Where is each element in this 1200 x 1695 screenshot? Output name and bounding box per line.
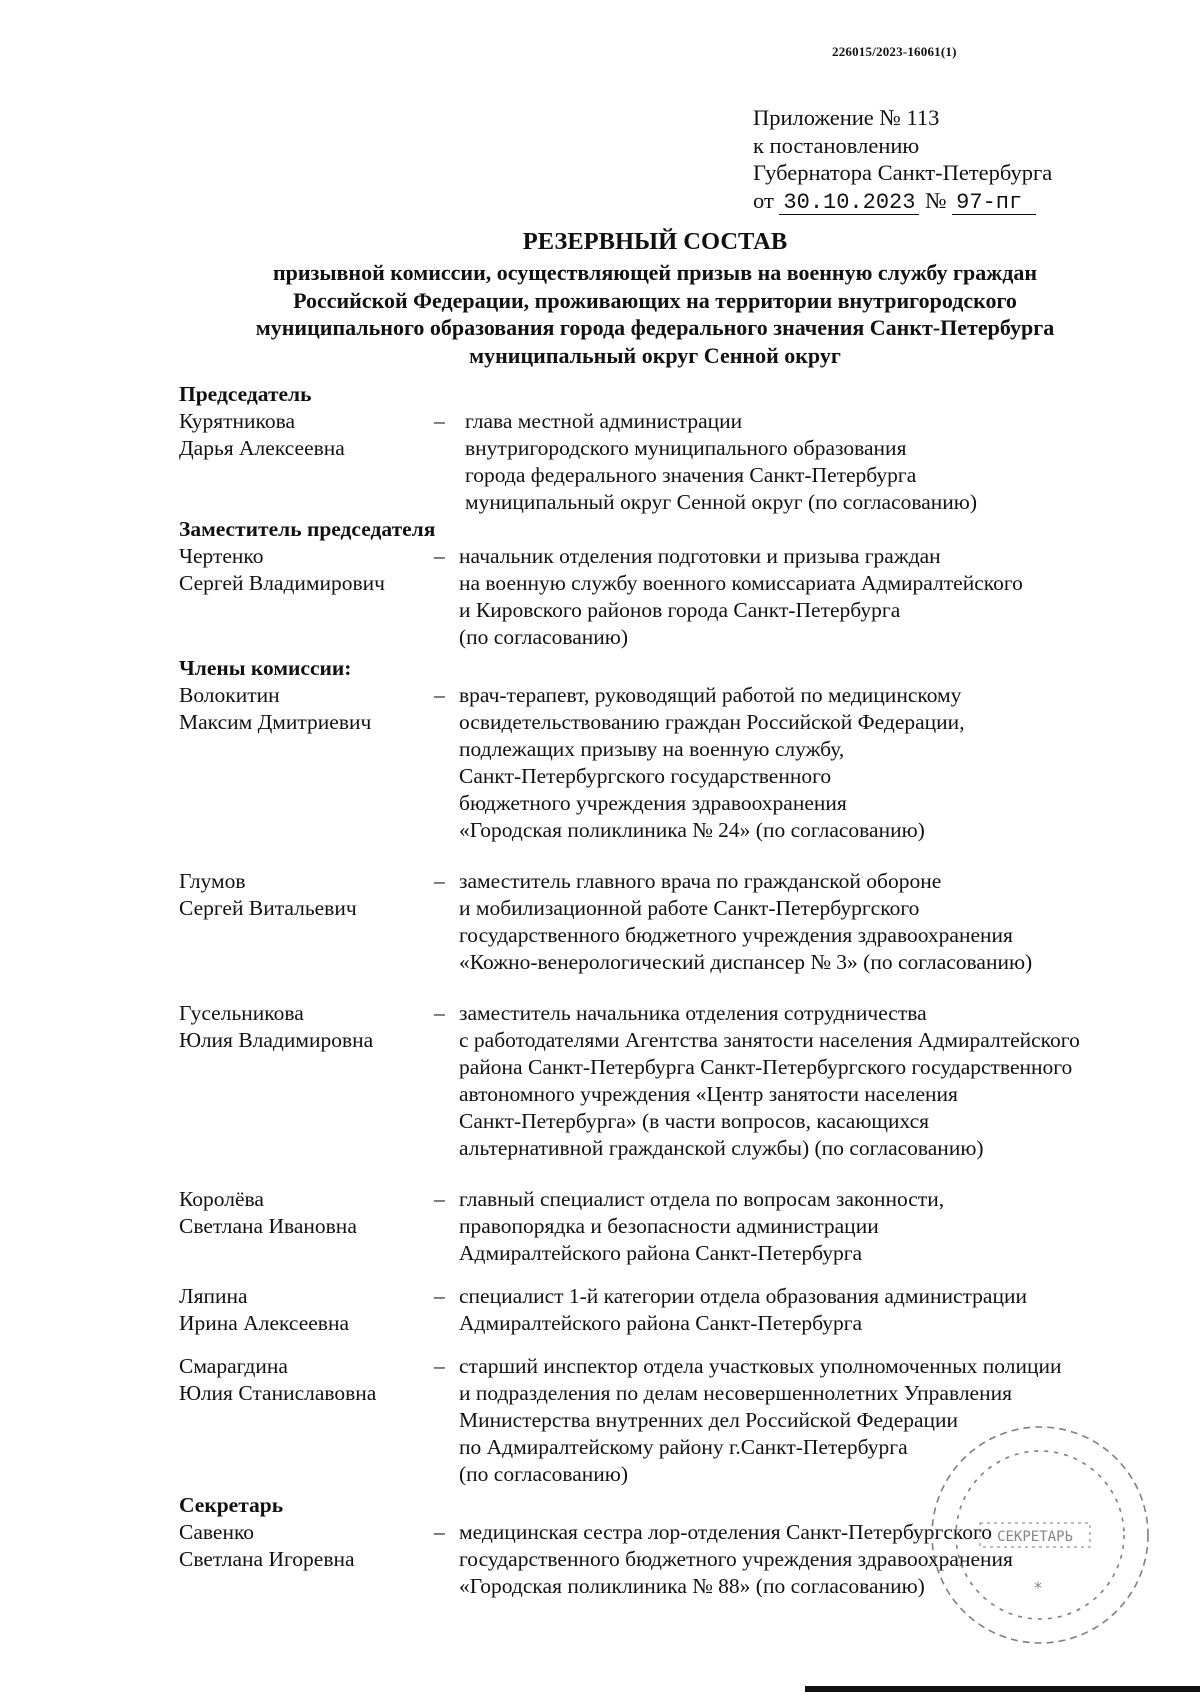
position-line: «Городская поликлиника № 88» (по согласованию) — [459, 1574, 925, 1598]
from-label: от — [753, 187, 774, 213]
given-names: Юлия Станиславовна — [179, 1381, 377, 1405]
member-name — [179, 543, 434, 651]
member-entry-koroleva — [179, 1186, 1179, 1267]
member-position — [459, 408, 1179, 516]
position-line: медицинская сестра лор-отделения Санкт-Петербургского — [459, 1520, 993, 1544]
position-line: с работодателями Агентства занятости населения Адмиралтейского — [459, 1028, 1080, 1052]
given-names: Сергей Владимирович — [179, 571, 385, 595]
member-entry-lyapina — [179, 1283, 1179, 1337]
stamp-text: СЕКРЕТАРЬ — [997, 1529, 1073, 1545]
decree-date: 30.10.2023 — [779, 192, 919, 215]
position-line: начальник отделения подготовки и призыва граждан — [459, 544, 941, 568]
position-line: главный специалист отдела по вопросам законности, — [459, 1187, 945, 1211]
given-names: Светлана Игоревна — [179, 1547, 355, 1571]
member-position — [459, 1186, 1179, 1267]
stamp-star-icon: * — [1034, 1578, 1042, 1597]
surname: Смарагдина — [179, 1354, 288, 1378]
member-name — [179, 1000, 434, 1162]
member-position — [459, 1283, 1179, 1337]
appendix-header — [753, 104, 1052, 215]
surname: Волокитин — [179, 683, 280, 707]
document-registration-number: 226015/2023-16061(1) — [832, 44, 957, 59]
dash: – — [434, 409, 445, 433]
position-line: Адмиралтейского района Санкт-Петербурга — [459, 1241, 863, 1265]
subtitle-line: призывной комиссии, осуществляющей призыв на военную службу граждан — [272, 260, 1038, 285]
position-line: специалист 1-й категории отдела образования администрации — [459, 1284, 1027, 1308]
dash: – — [434, 683, 445, 707]
dash: – — [434, 1001, 445, 1025]
appendix-reference: к постановлению — [753, 132, 920, 158]
member-name — [179, 408, 434, 516]
position-line: на военную службу военного комиссариата Адмиралтейского — [459, 571, 1023, 595]
appendix-number: Приложение № 113 — [753, 105, 940, 130]
member-position — [459, 682, 1179, 844]
given-names: Дарья Алексеевна — [179, 436, 345, 460]
surname: Чертенко — [179, 544, 264, 568]
given-names: Ирина Алексеевна — [179, 1311, 350, 1335]
member-name — [179, 1283, 434, 1337]
chair-entry — [179, 408, 1179, 516]
position-line: бюджетного учреждения здравоохранения — [459, 791, 847, 815]
given-names: Сергей Витальевич — [179, 896, 357, 920]
member-name — [179, 1186, 434, 1267]
position-line: государственного бюджетного учреждения здравоохранения — [459, 923, 1013, 947]
position-line: освидетельствованию граждан Российской Федерации, — [459, 710, 965, 734]
position-line: «Городская поликлиника № 24» (по согласованию) — [459, 818, 925, 842]
surname: Глумов — [179, 869, 246, 893]
document-subtitle — [200, 259, 1110, 369]
position-line: старший инспектор отдела участковых уполномоченных полиции — [459, 1354, 1062, 1378]
dash: – — [434, 869, 445, 893]
member-position — [459, 868, 1179, 976]
position-line: города федерального значения Санкт-Петербурга — [465, 463, 917, 487]
member-entry-glumov — [179, 868, 1179, 976]
member-name — [179, 1353, 434, 1488]
position-line: правопорядка и безопасности администрации — [459, 1214, 879, 1238]
position-line: муниципальный округ Сенной округ (по согласованию) — [465, 490, 978, 514]
member-position — [459, 1000, 1179, 1162]
member-name — [179, 868, 434, 976]
deputy-role: Заместитель председателя — [179, 517, 436, 541]
surname: Гусельникова — [179, 1001, 304, 1025]
position-line: (по согласованию) — [459, 1462, 629, 1486]
official-seal-stamp — [910, 1415, 1170, 1645]
member-name — [179, 682, 434, 844]
secretary-role: Секретарь — [179, 1493, 284, 1517]
position-line: района Санкт-Петербурга Санкт-Петербургского государственного — [459, 1055, 1073, 1079]
position-line: и Кировского районов города Санкт-Петербурга — [459, 598, 901, 622]
position-line: внутригородского муниципального образования — [465, 436, 907, 460]
given-names: Светлана Ивановна — [179, 1214, 357, 1238]
position-line: государственного бюджетного учреждения здравоохранения — [459, 1547, 1013, 1571]
member-entry-volokitin — [179, 682, 1179, 844]
surname: Ляпина — [179, 1284, 248, 1308]
members-role: Члены комиссии: — [179, 656, 352, 680]
chair-role: Председатель — [179, 382, 312, 406]
position-line: Министерства внутренних дел Российской Федерации — [459, 1408, 959, 1432]
position-line: и подразделения по делам несовершеннолетних Управления — [459, 1381, 1012, 1405]
dash: – — [434, 1520, 445, 1544]
subtitle-line: муниципального образования города федерального значения Санкт-Петербурга — [255, 315, 1055, 340]
decree-number: 97-пг — [952, 192, 1036, 215]
appendix-date-line — [753, 187, 1052, 215]
given-names: Максим Дмитриевич — [179, 710, 372, 734]
position-line: альтернативной гражданской службы) (по согласованию) — [459, 1136, 984, 1160]
position-line: Санкт-Петербурга» (в части вопросов, касающихся — [459, 1109, 930, 1133]
document-title: РЕЗЕРВНЫЙ СОСТАВ — [522, 228, 788, 255]
position-line: по Адмиралтейскому району г.Санкт-Петербурга — [459, 1435, 908, 1459]
surname: Курятникова — [179, 409, 296, 433]
dash: – — [434, 544, 445, 568]
position-line: Адмиралтейского района Санкт-Петербурга — [459, 1311, 863, 1335]
deputy-entry — [179, 543, 1179, 651]
appendix-issuer: Губернатора Санкт-Петербурга — [753, 160, 1053, 185]
bottom-edge-bar — [805, 1686, 1200, 1692]
position-line: глава местной администрации — [465, 409, 743, 433]
position-line: «Кожно-венерологический диспансер № 3» (по согласованию) — [459, 950, 1033, 974]
member-entry-guselnikova — [179, 1000, 1179, 1162]
position-line: заместитель начальника отделения сотрудничества — [459, 1001, 927, 1025]
given-names: Юлия Владимировна — [179, 1028, 374, 1052]
position-line: и мобилизационной работе Санкт-Петербургского — [459, 896, 920, 920]
dash: – — [434, 1284, 445, 1308]
position-line: автономного учреждения «Центр занятости населения — [459, 1082, 958, 1106]
surname: Королёва — [179, 1187, 264, 1211]
position-line: врач-терапевт, руководящий работой по медицинскому — [459, 683, 962, 707]
surname: Савенко — [179, 1520, 255, 1544]
member-name — [179, 1519, 434, 1600]
number-label: № — [925, 187, 947, 213]
position-line: заместитель главного врача по гражданской обороне — [459, 869, 942, 893]
position-line: (по согласованию) — [459, 625, 629, 649]
subtitle-line: Российской Федерации, проживающих на территории внутригородского — [293, 287, 1017, 313]
subtitle-line: муниципальный округ Сенной округ — [469, 342, 841, 368]
dash: – — [434, 1354, 445, 1378]
position-line: Санкт-Петербургского государственного — [459, 764, 832, 788]
dash: – — [434, 1187, 445, 1211]
position-line: подлежащих призыву на военную службу, — [459, 737, 845, 761]
member-position — [459, 543, 1179, 651]
